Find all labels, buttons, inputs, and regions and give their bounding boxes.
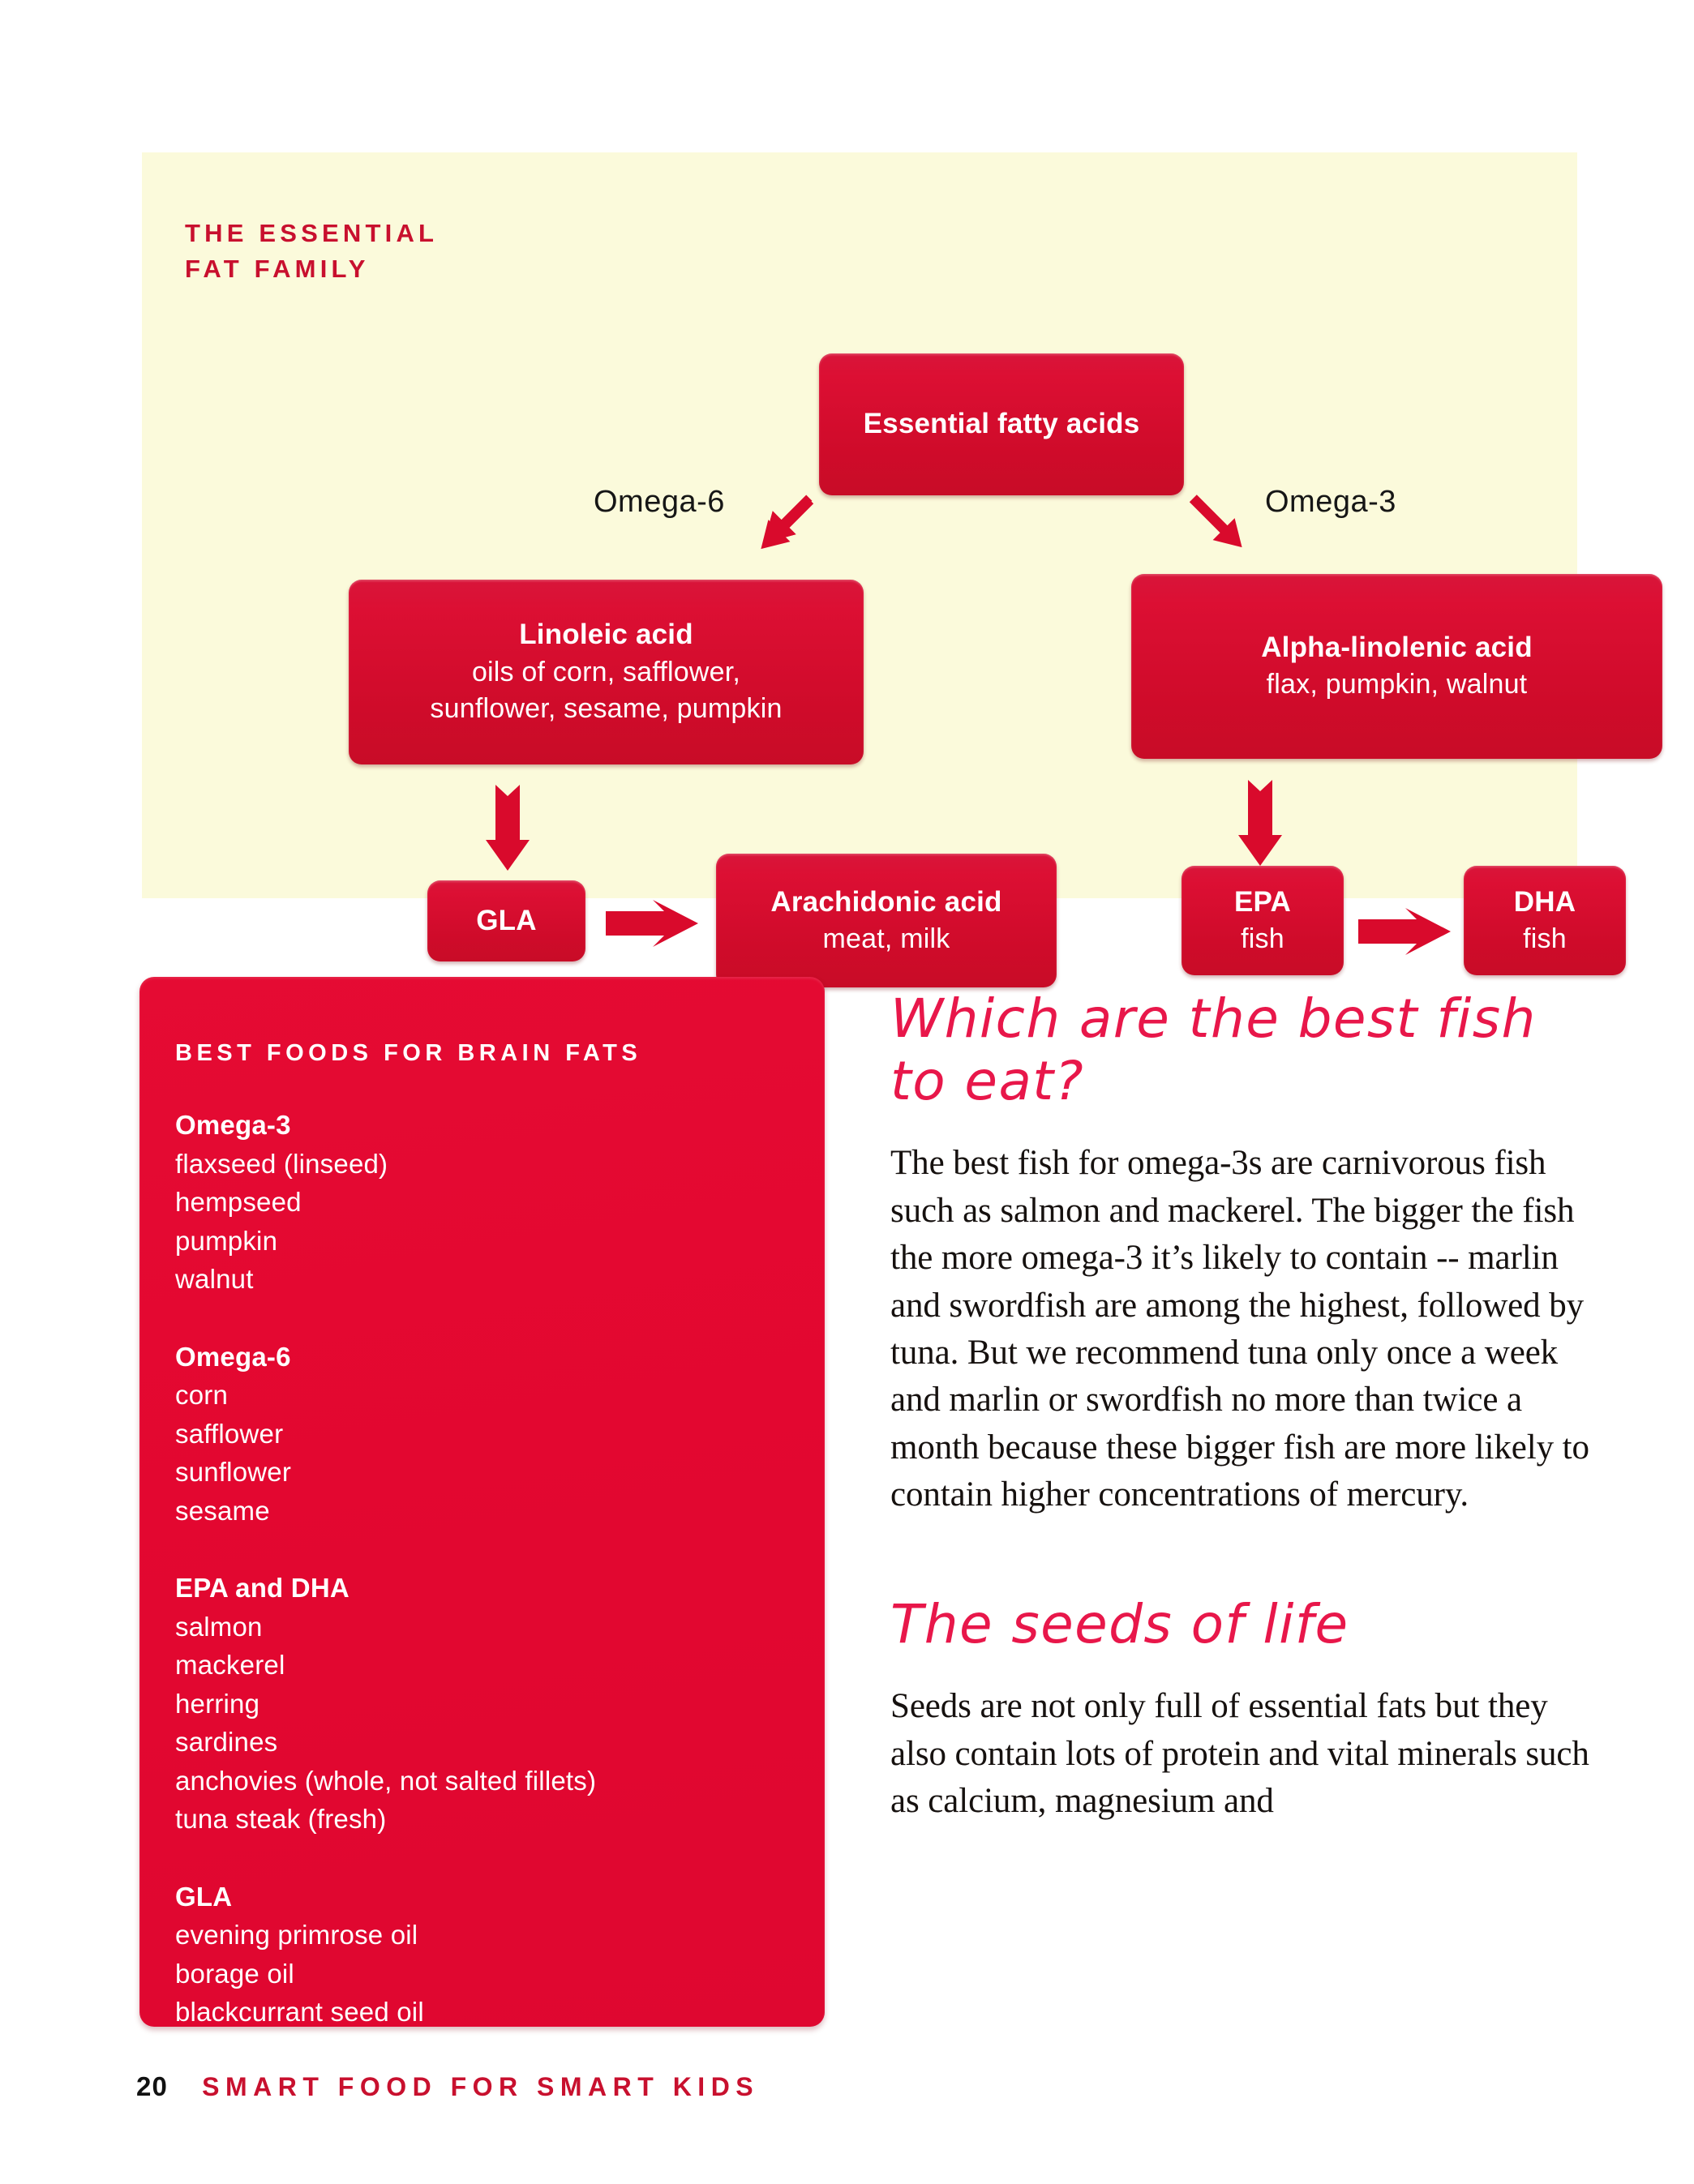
diagram-node-dha [1464,866,1626,975]
node-title: DHA [1513,885,1576,918]
food-item: blackcurrant seed oil [175,1997,424,2028]
article-column [890,977,1604,1826]
food-item: evening primrose oil [175,1920,418,1951]
node-title: Arachidonic acid [770,885,1002,918]
section-heading-the-seeds-of-life: The seeds of life [890,1592,1349,1655]
diagram-node-linoleic-acid [349,580,864,764]
node-sources: flax, pumpkin, walnut [1266,669,1528,700]
diagram-node-alpha-linolenic-acid [1131,574,1662,759]
food-group [175,1106,825,1299]
food-item: herring [175,1688,260,1719]
diagram-node-epa [1182,866,1344,975]
arrow-down-left-icon [742,493,815,570]
diagram-title-line-1: THE ESSENTIAL [185,219,439,247]
arrow-right-icon [604,898,700,949]
food-item: pumpkin [175,1225,278,1256]
food-item: tuna steak (fresh) [175,1804,387,1835]
diagram-node-arachidonic-acid [716,854,1057,987]
best-foods-for-brain-fats-panel [139,977,825,2027]
page-footer [136,2071,759,2102]
food-group-heading: Omega-6 [175,1341,291,1372]
food-item: sunflower [175,1457,292,1488]
branch-label-omega-3: Omega-3 [1265,485,1396,519]
food-item: borage oil [175,1958,294,1989]
section-body-best-fish: The best fish for omega-3s are carnivorous fish such as salmon and mackerel. The bigger the fish the more omega-3 it’s likely to contain -- marlin and swordfish are among the highest, followed by tuna. But we recommend tuna only once a week and marlin or swordfish no more than twice a month because these bigger fish are more likely to contain higher concentrations of mercury. [890,1144,1589,1514]
branch-label-omega-6: Omega-6 [594,485,725,519]
food-group [175,1569,825,1839]
food-group-heading: Omega-3 [175,1110,291,1140]
food-item: safflower [175,1418,284,1449]
node-title: Linoleic acid [519,619,693,651]
diagram-node-essential-fatty-acids [819,353,1184,495]
node-title: GLA [476,904,537,936]
food-item: hempseed [175,1187,302,1218]
section-heading-which-are-the-best-fish-to-eat: Which are the best fish to eat? [890,987,1537,1112]
diagram-title [185,216,525,287]
food-item: flaxseed (linseed) [175,1148,388,1179]
node-title: Alpha-linolenic acid [1261,632,1533,664]
diagram-title-line-2: FAT FAMILY [185,255,370,284]
book-title: SMART FOOD FOR SMART KIDS [202,2072,760,2101]
foods-panel-title: BEST FOODS FOR BRAIN FATS [175,1040,642,1066]
food-item: sesame [175,1495,270,1526]
food-group-heading: GLA [175,1881,233,1912]
diagram-node-gla [427,880,585,961]
arrow-down-icon [1235,778,1285,869]
arrow-right-icon [1357,906,1452,957]
foods-group-list [175,1106,825,2032]
node-sources: fish [1523,923,1567,954]
food-item: anchovies (whole, not salted fillets) [175,1765,597,1796]
food-group [175,1878,825,2032]
food-item: sardines [175,1727,278,1758]
food-group [175,1338,825,1531]
node-sources: fish [1241,923,1284,954]
node-sources: meat, milk [822,923,950,954]
node-sources-line-2: sunflower, sesame, pumpkin [430,693,783,725]
food-group-heading: EPA and DHA [175,1573,350,1604]
section-body-seeds-of-life: Seeds are not only full of essential fats but they also contain lots of protein and vital minerals such as calcium, magnesium and [890,1687,1589,1821]
food-item: mackerel [175,1650,285,1681]
food-item: salmon [175,1611,263,1642]
arrow-down-right-icon [1188,491,1261,568]
page-number: 20 [136,2071,169,2101]
food-item: walnut [175,1264,254,1295]
food-item: corn [175,1380,228,1411]
node-sources-line-1: oils of corn, safflower, [471,656,741,687]
essential-fat-family-diagram [142,152,1577,954]
node-title: EPA [1234,885,1291,918]
arrow-down-icon [482,783,533,874]
node-label: Essential fatty acids [863,408,1140,440]
